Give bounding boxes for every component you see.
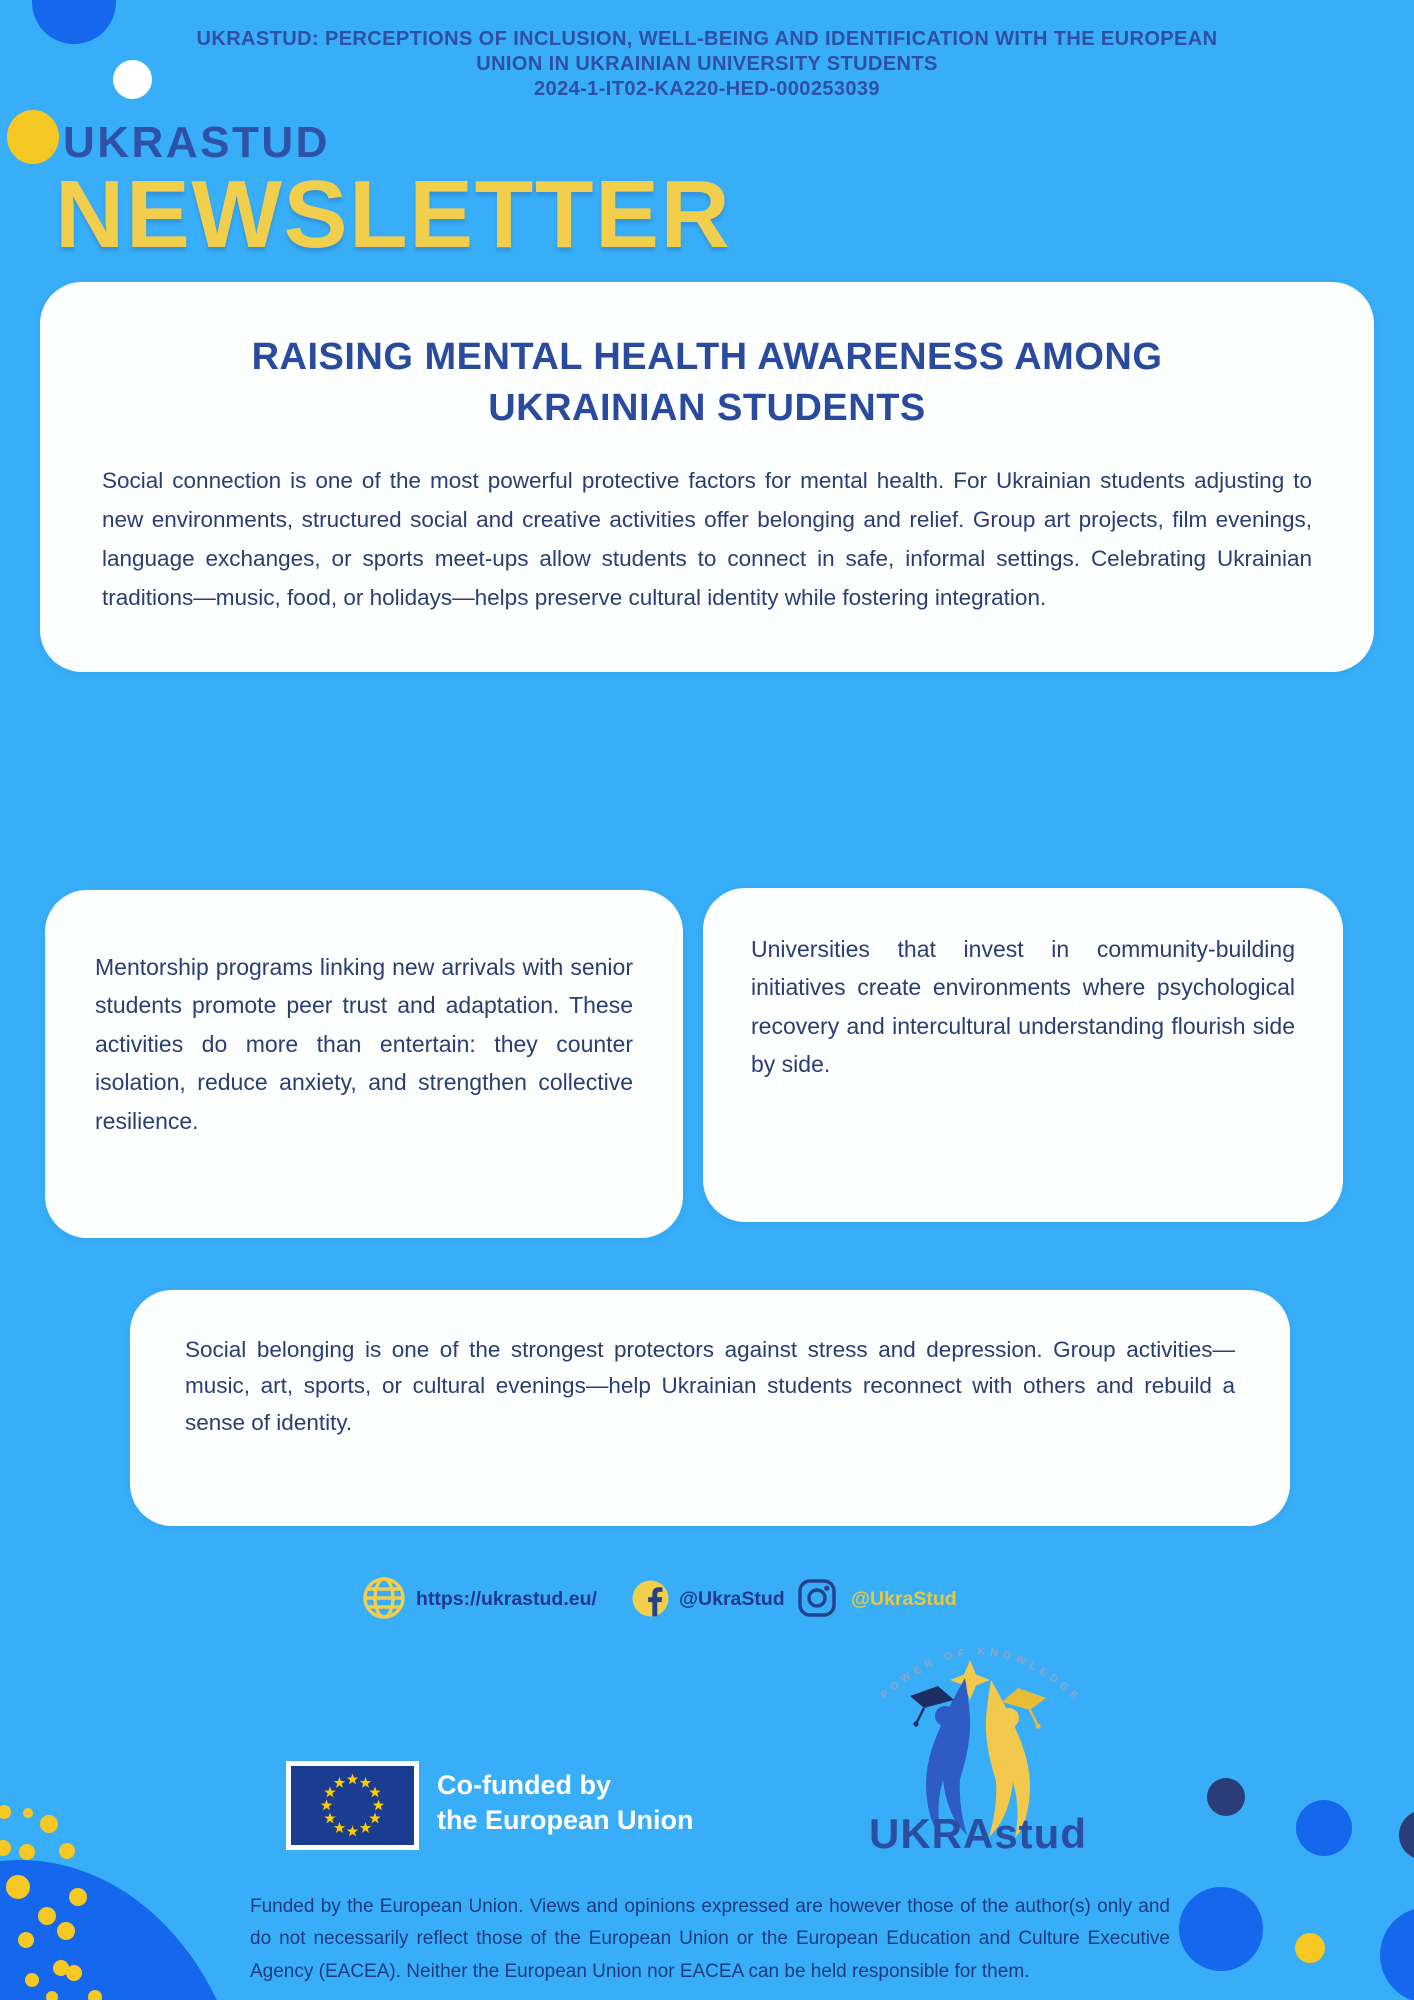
project-code: 2024-1-IT02-KA220-HED-000253039 [534,78,880,100]
belonging-card [130,1290,1290,1526]
decorative-dot [88,1990,102,2000]
decorative-dot [0,1840,11,1856]
feature-title-line1: RAISING MENTAL HEALTH AWARENESS AMONG [251,336,1163,378]
instagram-link[interactable]: @UkraStud [851,1588,957,1610]
project-title-line2: UNION IN UKRAINIAN UNIVERSITY STUDENTS [476,53,938,75]
decorative-circle-navy-edge [1399,1810,1414,1860]
decorative-circle-yellow [7,110,59,164]
facebook-link[interactable]: @UkraStud [679,1588,785,1610]
mentorship-card [45,890,683,1238]
logo-star-icon [950,1660,990,1700]
decorative-dot [59,1843,75,1859]
decorative-dot [0,1805,11,1819]
logo-wordmark: UKRAstud [869,1810,1087,1857]
funding-disclaimer: Funded by the European Union. Views and opinions expressed are however those of the author(s) only and do not necessarily reflect those of the European Union or the European Education and Culture Executive Agency (EACEA). Neither the European Union nor EACEA can be held responsible for them. [250,1896,1170,1982]
decorative-circle-blue-right [1296,1800,1352,1856]
cofunded-line1: Co-funded by [437,1770,611,1800]
feature-card [40,282,1374,672]
feature-title [80,332,1334,434]
decorative-dot [40,1815,58,1833]
feature-body: Social connection is one of the most powerful protective factors for mental health. For Ukrainian students adjusting to new environments, structured social and creative activities offer belonging and relief. Group art projects, film evenings, language exchanges, or sports meet-ups allow students to connect in safe, informal settings. Celebrating Ukrainian traditions—music, food, or holidays—helps preserve cultural identity while fostering integration. [102,468,1312,610]
ukrastud-logo [828,1618,1128,1878]
project-title-line1: UKRASTUD: PERCEPTIONS OF INCLUSION, WELL-BEING AND IDENTIFICATION WITH THE EUROPEAN [196,28,1218,50]
decorative-dot [57,1922,75,1940]
decorative-circle-yellow-small [1295,1933,1325,1963]
facebook-icon[interactable] [632,1580,669,1617]
website-link[interactable]: https://ukrastud.eu/ [416,1588,597,1610]
decorative-dot [69,1888,87,1906]
decorative-circle-blue-corner [1380,1907,1414,2000]
decorative-dot [19,1844,35,1860]
eu-flag [286,1761,419,1850]
decorative-dot [46,1991,58,2000]
globe-icon[interactable] [362,1576,406,1620]
mentorship-body: Mentorship programs linking new arrivals with senior students promote peer trust and adaptation. These activities do more than entertain: they counter isolation, reduce anxiety, and strengthen collective resilience. [95,954,633,1134]
decorative-dot [25,1973,39,1987]
universities-body: Universities that invest in community-building initiatives create environments where psychological recovery and intercultural understanding flourish side by side. [751,936,1295,1078]
decorative-dot [66,1965,82,1981]
decorative-dot [23,1808,33,1818]
decorative-dot [6,1875,30,1899]
project-header [0,27,1414,102]
belonging-body: Social belonging is one of the strongest protectors against stress and depression. Group activities—music, art, sports, or cultural evenings—help Ukrainian students reconnect with others and rebuild a sense of identity. [185,1337,1235,1435]
decorative-dot [38,1907,56,1925]
decorative-circle-blue-large [1179,1887,1263,1971]
feature-title-line2: UKRAINIAN STUDENTS [488,387,926,429]
decorative-circle-navy-right [1207,1778,1245,1816]
universities-card [703,888,1343,1222]
cofunded-label [437,1768,694,1838]
logo-arc-text: POWER OF KNOWLEDGE [878,1645,1084,1706]
masthead-kicker: UKRASTUD [63,118,330,167]
instagram-icon[interactable] [797,1578,837,1618]
decorative-dot [18,1932,34,1948]
svg-text:POWER OF KNOWLEDGE [879,1646,1084,1706]
cofunded-line2: the European Union [437,1805,694,1835]
masthead-title: NEWSLETTER [55,161,732,268]
